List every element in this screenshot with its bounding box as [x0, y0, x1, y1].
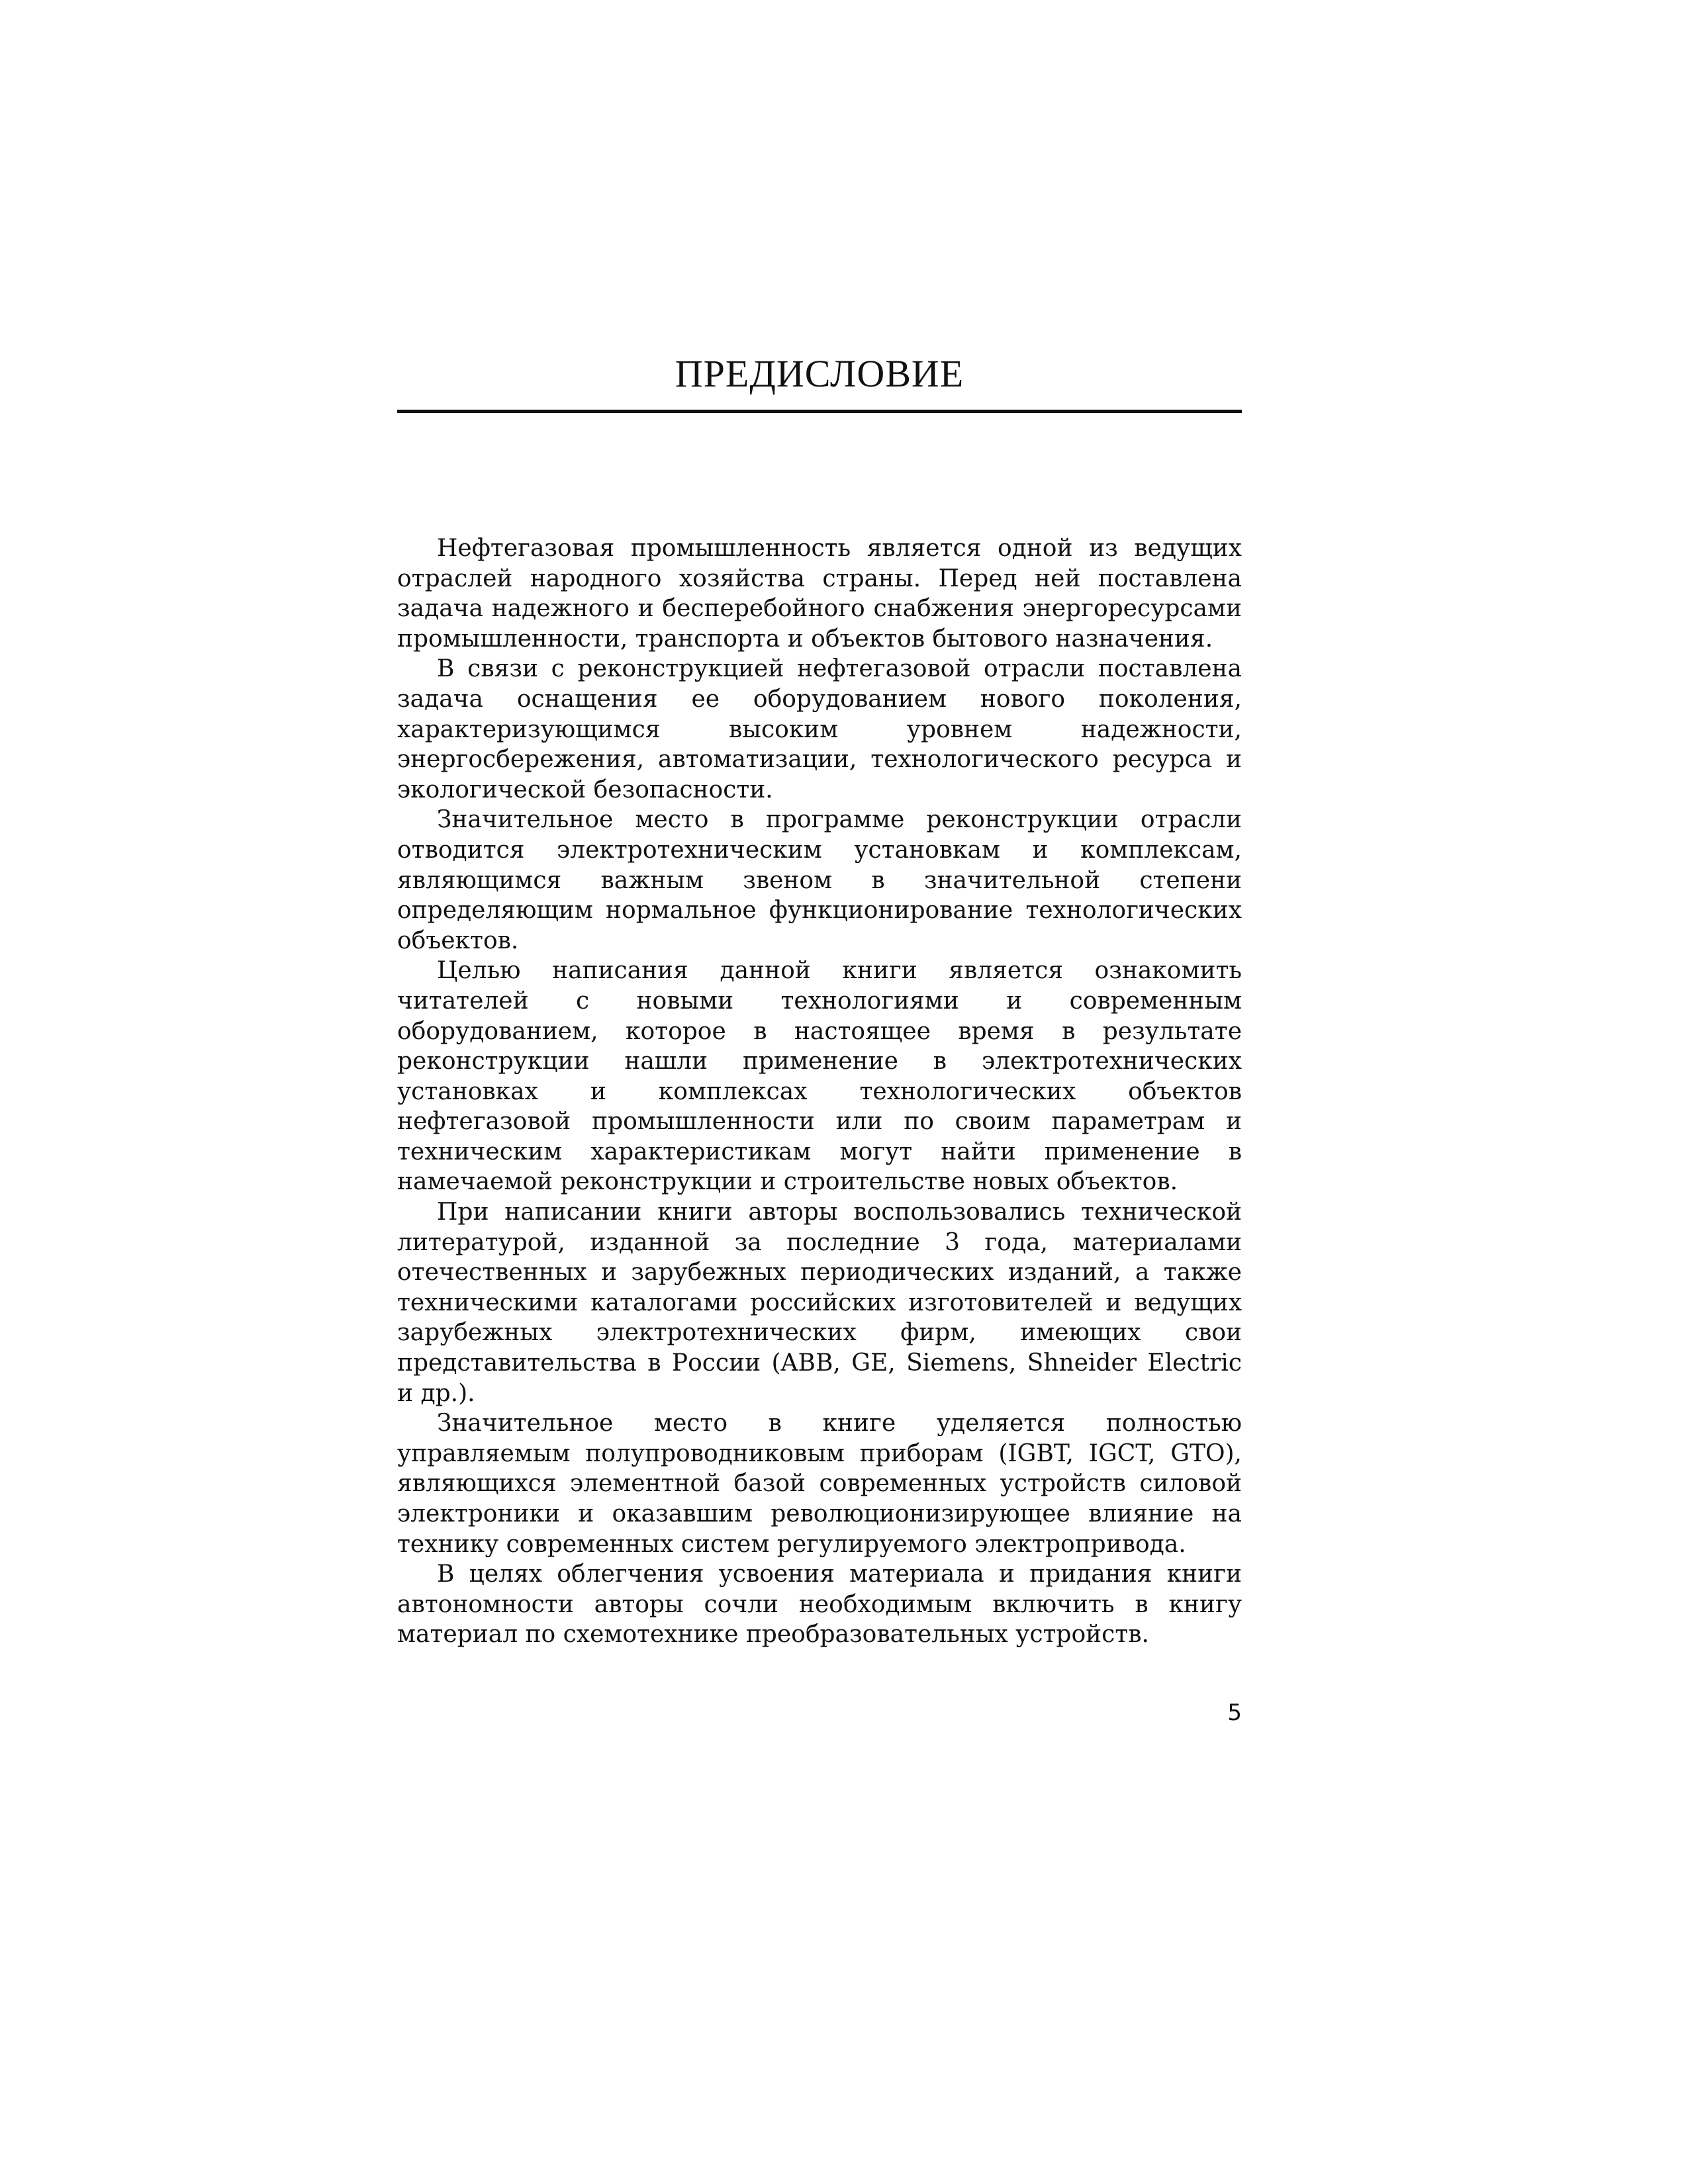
page-number: 5: [1227, 1700, 1242, 1726]
paragraph: Нефтегазовая промышленность является одной из ведущих отраслей народного хозяйства страны. Перед ней поставлена задача надежного и бесперебойного снабжения энергоресурсами промышленности, транспорта и объектов бытового назначения.: [397, 535, 1242, 653]
title-underline-divider: [397, 410, 1242, 413]
paragraph: Значительное место в программе реконструкции отрасли отводится электротехническим установкам и комплексам, являющимся важным звеном в значительной степени определяющим нормальное функционирование технологических объектов.: [397, 806, 1242, 954]
preface-body: [397, 533, 1242, 1650]
paragraph: В целях облегчения усвоения материала и придания книги автономности авторы сочли необходимым включить в книгу материал по схемотехнике преобразовательных устройств.: [397, 1561, 1242, 1649]
paragraph: В связи с реконструкцией нефтегазовой отрасли поставлена задача оснащения ее оборудованием нового поколения, характеризующимся высоким уровнем надежности, энергосбережения, автоматизации, технологического ресурса и экологической безопасности.: [397, 655, 1242, 803]
paragraph: При написании книги авторы воспользовались технической литературой, изданной за последние 3 года, материалами отечественных и зарубежных периодических изданий, а также техническими каталогами российских изготовителей и ведущих зарубежных электротехнических фирм, имеющих свои представительства в России (ABB, GE, Siemens, Shneider Electric и др.).: [397, 1199, 1242, 1407]
paragraph: Значительное место в книге уделяется полностью управляемым полупроводниковым приборам (IGBT, IGCT, GTO), являющихся элементной базой современных устройств силовой электроники и оказавшим революционизирующее влияние на технику современных систем регулируемого электропривода.: [397, 1410, 1242, 1558]
page-title: ПРЕДИСЛОВИЕ: [675, 352, 964, 395]
paragraph: Целью написания данной книги является ознакомить читателей с новыми технологиями и современным оборудованием, которое в настоящее время в результате реконструкции нашли применение в электротехнических установках и комплексах технологических объектов нефтегазовой промышленности или по своим параметрам и техническим характеристикам могут найти применение в намечаемой реконструкции и строительстве новых объектов.: [397, 957, 1242, 1196]
